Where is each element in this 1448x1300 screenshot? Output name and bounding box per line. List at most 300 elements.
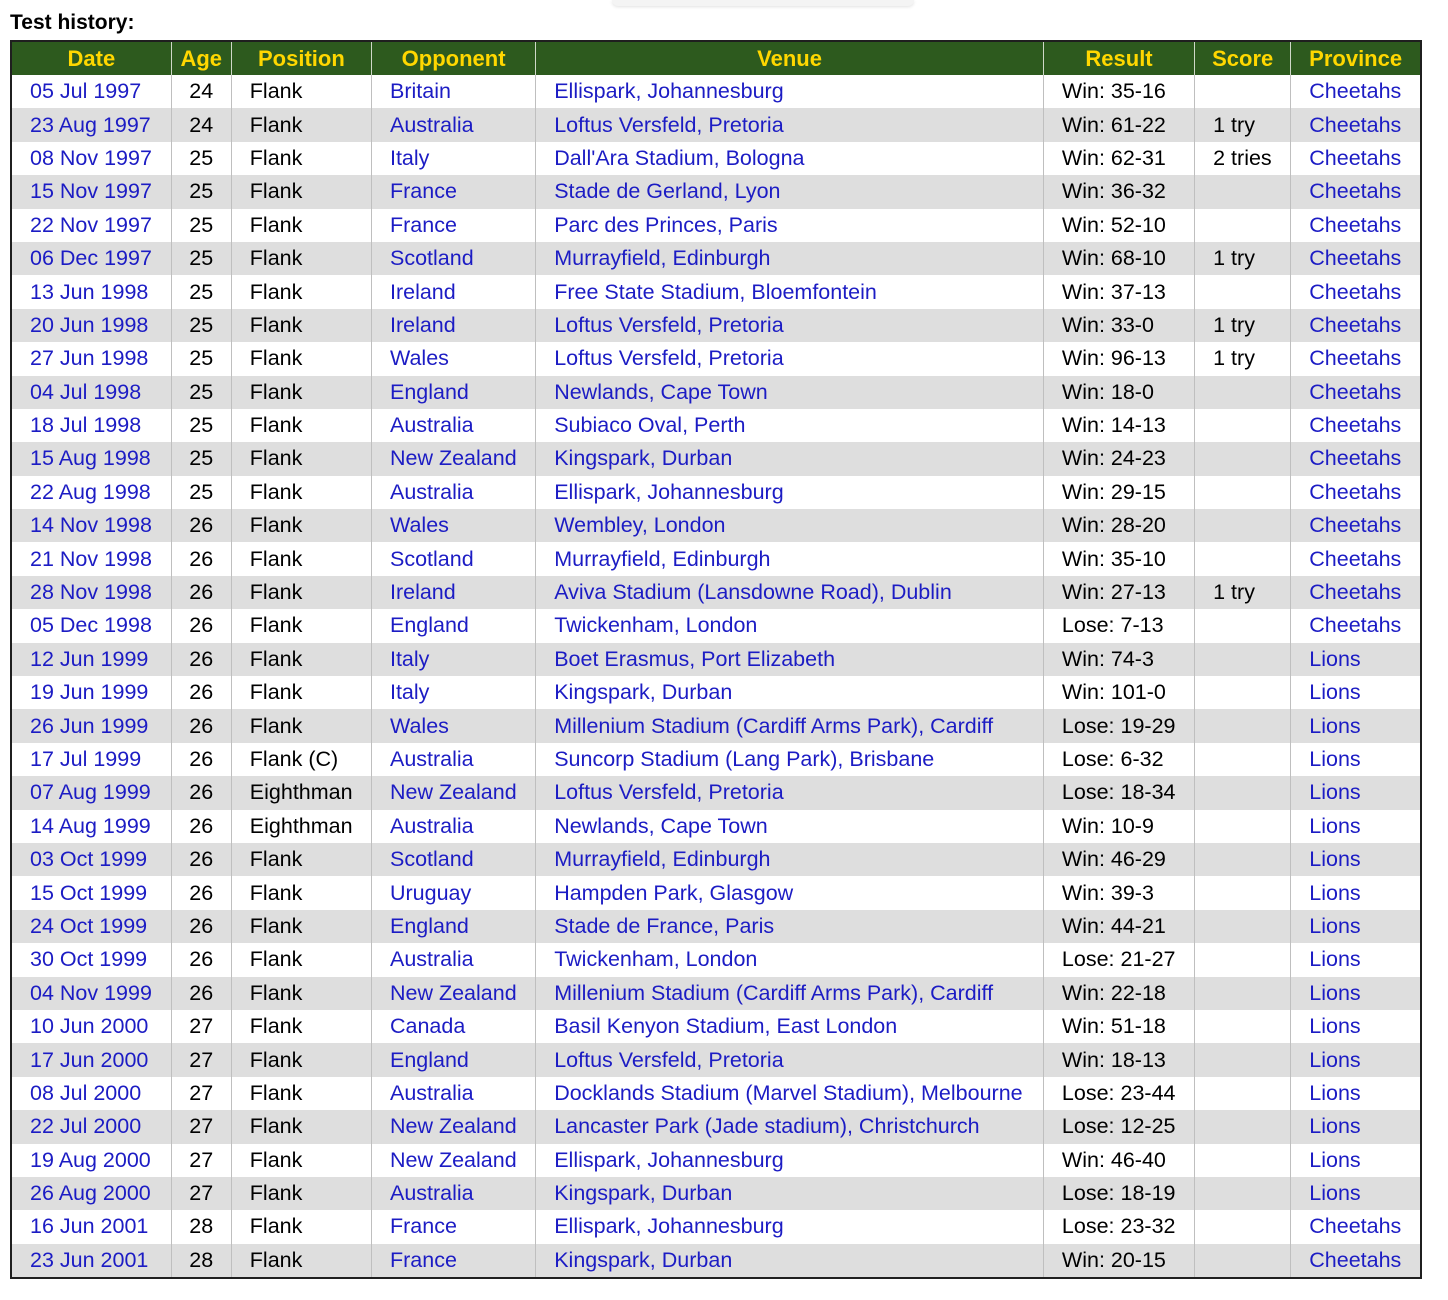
province-link[interactable]: Lions <box>1309 813 1361 838</box>
opponent-link[interactable]: New Zealand <box>371 977 535 1010</box>
province-link[interactable]: Lions <box>1291 1043 1421 1076</box>
province-link[interactable]: Cheetahs <box>1291 242 1421 275</box>
date-link[interactable]: 05 Dec 1998 <box>11 609 171 642</box>
venue-link[interactable]: Boet Erasmus, Port Elizabeth <box>536 643 1044 676</box>
table-row <box>11 376 1421 409</box>
table-row <box>11 1110 1421 1143</box>
table-row <box>11 1144 1421 1177</box>
table-row <box>11 776 1421 809</box>
venue-link[interactable]: Kingspark, Durban <box>536 676 1044 709</box>
position-cell: Flank <box>231 275 371 308</box>
age-cell: 25 <box>171 342 231 375</box>
score-cell <box>1195 977 1291 1010</box>
age-cell: 26 <box>171 977 231 1010</box>
date-link[interactable]: 20 Jun 1998 <box>11 309 171 342</box>
opponent-link[interactable]: Wales <box>371 342 535 375</box>
date-link[interactable]: 14 Nov 1998 <box>11 509 171 542</box>
age-cell: 27 <box>171 1010 231 1043</box>
score-cell <box>1195 1043 1291 1076</box>
result-cell: Win: 46-40 <box>1043 1144 1194 1177</box>
opponent-link[interactable]: Wales <box>371 509 535 542</box>
result-cell: Win: 14-13 <box>1043 409 1194 442</box>
score-cell <box>1195 376 1291 409</box>
position-cell: Flank <box>231 342 371 375</box>
age-cell: 27 <box>171 1177 231 1210</box>
opponent-link[interactable]: Australia <box>371 743 535 776</box>
result-cell: Win: 61-22 <box>1043 108 1194 141</box>
age-cell: 26 <box>171 876 231 909</box>
age-cell: 27 <box>171 1077 231 1110</box>
date-link[interactable]: 06 Dec 1997 <box>11 242 171 275</box>
venue-link[interactable]: Twickenham, London <box>536 943 1044 976</box>
province-link[interactable]: Lions <box>1291 776 1421 809</box>
position-cell: Eighthman <box>231 776 371 809</box>
date-link[interactable]: 05 Jul 1997 <box>11 75 171 108</box>
score-cell <box>1195 175 1291 208</box>
province-link[interactable]: Cheetahs <box>1309 546 1402 571</box>
date-link[interactable]: 19 Jun 1999 <box>11 676 171 709</box>
position-cell: Flank <box>231 142 371 175</box>
age-cell: 26 <box>171 709 231 742</box>
age-cell: 26 <box>171 843 231 876</box>
position-cell: Flank <box>231 1010 371 1043</box>
date-link[interactable]: 14 Aug 1999 <box>11 810 171 843</box>
header-result[interactable]: Result <box>1043 41 1194 75</box>
venue-link[interactable]: Wembley, London <box>536 509 1044 542</box>
position-cell: Flank <box>231 476 371 509</box>
position-cell: Flank <box>231 1210 371 1243</box>
header-position[interactable]: Position <box>231 41 371 75</box>
age-cell: 24 <box>171 108 231 141</box>
opponent-link[interactable]: Italy <box>371 643 535 676</box>
position-cell: Flank <box>231 209 371 242</box>
opponent-link[interactable]: England <box>371 1043 535 1076</box>
table-row <box>11 442 1421 475</box>
header-row <box>11 41 1421 75</box>
result-cell: Win: 68-10 <box>1043 242 1194 275</box>
venue-link[interactable]: Ellispark, Johannesburg <box>536 75 1044 108</box>
province-link[interactable]: Lions <box>1309 1014 1361 1039</box>
province-link[interactable]: Cheetahs <box>1309 145 1402 170</box>
province-link[interactable]: Lions <box>1291 1110 1421 1143</box>
venue-link[interactable]: Parc des Princes, Paris <box>536 209 1044 242</box>
result-cell: Lose: 23-32 <box>1043 1210 1194 1243</box>
position-cell: Flank <box>231 108 371 141</box>
venue-link[interactable]: Free State Stadium, Bloemfontein <box>536 275 1044 308</box>
table-row <box>11 910 1421 943</box>
score-cell <box>1195 542 1291 575</box>
venue-link[interactable]: Ellispark, Johannesburg <box>536 1144 1044 1177</box>
position-cell: Flank <box>231 876 371 909</box>
score-cell: 1 try <box>1195 576 1291 609</box>
age-cell: 25 <box>171 476 231 509</box>
score-cell: 2 tries <box>1195 142 1291 175</box>
date-link[interactable]: 26 Aug 2000 <box>11 1177 171 1210</box>
province-link[interactable]: Cheetahs <box>1309 279 1402 304</box>
venue-link[interactable]: Lancaster Park (Jade stadium), Christchurch <box>536 1110 1044 1143</box>
score-cell <box>1195 1110 1291 1143</box>
venue-link[interactable]: Millenium Stadium (Cardiff Arms Park), Cardiff <box>536 709 1044 742</box>
province-link[interactable]: Cheetahs <box>1309 346 1402 371</box>
table-row <box>11 108 1421 141</box>
score-cell <box>1195 509 1291 542</box>
date-link[interactable]: 27 Jun 1998 <box>11 342 171 375</box>
score-cell <box>1195 442 1291 475</box>
opponent-link[interactable]: Britain <box>371 75 535 108</box>
province-link[interactable]: Cheetahs <box>1291 309 1421 342</box>
result-cell: Win: 33-0 <box>1043 309 1194 342</box>
date-link[interactable]: 17 Jul 1999 <box>11 743 171 776</box>
province-link[interactable]: Lions <box>1291 643 1421 676</box>
score-cell <box>1195 1244 1291 1278</box>
province-link[interactable]: Lions <box>1309 880 1361 905</box>
date-link[interactable]: 04 Nov 1999 <box>11 977 171 1010</box>
date-link[interactable]: 15 Aug 1998 <box>11 442 171 475</box>
age-cell: 26 <box>171 643 231 676</box>
venue-link[interactable]: Twickenham, London <box>536 609 1044 642</box>
table-row <box>11 342 1421 375</box>
opponent-link[interactable]: Italy <box>371 676 535 709</box>
position-cell: Flank <box>231 1077 371 1110</box>
province-link[interactable]: Lions <box>1291 977 1421 1010</box>
test-history-table <box>10 40 1422 1279</box>
result-cell: Lose: 12-25 <box>1043 1110 1194 1143</box>
score-cell <box>1195 275 1291 308</box>
venue-link[interactable]: Aviva Stadium (Lansdowne Road), Dublin <box>536 576 1044 609</box>
venue-link[interactable]: Suncorp Stadium (Lang Park), Brisbane <box>536 743 1044 776</box>
position-cell: Flank <box>231 442 371 475</box>
venue-link[interactable]: Kingspark, Durban <box>536 1177 1044 1210</box>
opponent-link[interactable]: France <box>371 1244 535 1278</box>
score-cell <box>1195 643 1291 676</box>
score-cell <box>1195 75 1291 108</box>
opponent-link[interactable]: Australia <box>371 108 535 141</box>
venue-link[interactable]: Murrayfield, Edinburgh <box>536 542 1044 575</box>
date-link[interactable]: 12 Jun 1999 <box>11 643 171 676</box>
province-link[interactable]: Cheetahs <box>1291 576 1421 609</box>
venue-link[interactable]: Subiaco Oval, Perth <box>536 409 1044 442</box>
date-link[interactable]: 10 Jun 2000 <box>11 1010 171 1043</box>
position-cell: Flank <box>231 709 371 742</box>
result-cell: Lose: 6-32 <box>1043 743 1194 776</box>
venue-link[interactable]: Loftus Versfeld, Pretoria <box>536 1043 1044 1076</box>
age-cell: 25 <box>171 275 231 308</box>
province-link[interactable]: Cheetahs <box>1291 1244 1421 1278</box>
score-cell <box>1195 209 1291 242</box>
table-row <box>11 1210 1421 1243</box>
province-link[interactable]: Lions <box>1309 1080 1361 1105</box>
position-cell: Flank <box>231 309 371 342</box>
opponent-link[interactable]: Italy <box>371 142 535 175</box>
opponent-link[interactable]: Ireland <box>371 576 535 609</box>
table-row <box>11 509 1421 542</box>
position-cell: Flank <box>231 977 371 1010</box>
date-link[interactable]: 26 Jun 1999 <box>11 709 171 742</box>
venue-link[interactable]: Basil Kenyon Stadium, East London <box>536 1010 1044 1043</box>
date-link[interactable]: 15 Oct 1999 <box>11 876 171 909</box>
province-link[interactable]: Cheetahs <box>1291 175 1421 208</box>
province-link[interactable]: Cheetahs <box>1291 509 1421 542</box>
date-link[interactable]: 30 Oct 1999 <box>11 943 171 976</box>
age-cell: 26 <box>171 743 231 776</box>
age-cell: 26 <box>171 542 231 575</box>
opponent-link[interactable]: Scotland <box>371 542 535 575</box>
date-link[interactable]: 22 Jul 2000 <box>11 1110 171 1143</box>
table-row <box>11 1177 1421 1210</box>
position-cell: Eighthman <box>231 810 371 843</box>
date-link[interactable]: 18 Jul 1998 <box>11 409 171 442</box>
date-link[interactable]: 04 Jul 1998 <box>11 376 171 409</box>
table-row <box>11 1043 1421 1076</box>
province-link[interactable]: Lions <box>1309 680 1361 705</box>
date-link[interactable]: 24 Oct 1999 <box>11 910 171 943</box>
score-cell <box>1195 1210 1291 1243</box>
age-cell: 26 <box>171 609 231 642</box>
date-link[interactable]: 28 Nov 1998 <box>11 576 171 609</box>
header-province[interactable]: Province <box>1291 41 1421 75</box>
position-cell: Flank <box>231 676 371 709</box>
score-cell: 1 try <box>1195 242 1291 275</box>
score-cell <box>1195 1144 1291 1177</box>
province-link[interactable]: Cheetahs <box>1291 108 1421 141</box>
table-row <box>11 542 1421 575</box>
age-cell: 25 <box>171 376 231 409</box>
province-link[interactable]: Lions <box>1309 947 1361 972</box>
opponent-link[interactable]: England <box>371 609 535 642</box>
province-link[interactable]: Lions <box>1309 747 1361 771</box>
venue-link[interactable]: Ellispark, Johannesburg <box>536 1210 1044 1243</box>
table-row <box>11 242 1421 275</box>
result-cell: Win: 27-13 <box>1043 576 1194 609</box>
result-cell: Lose: 19-29 <box>1043 709 1194 742</box>
score-cell: 1 try <box>1195 108 1291 141</box>
province-link[interactable]: Cheetahs <box>1309 413 1402 438</box>
date-link[interactable]: 22 Aug 1998 <box>11 476 171 509</box>
opponent-link[interactable]: Australia <box>371 409 535 442</box>
date-link[interactable]: 08 Jul 2000 <box>11 1077 171 1110</box>
table-row <box>11 876 1421 909</box>
venue-link[interactable]: Murrayfield, Edinburgh <box>536 242 1044 275</box>
score-cell <box>1195 743 1291 776</box>
province-link[interactable]: Lions <box>1309 1147 1361 1172</box>
province-link[interactable]: Lions <box>1291 910 1421 943</box>
opponent-link[interactable]: Australia <box>371 476 535 509</box>
table-row <box>11 843 1421 876</box>
score-cell <box>1195 843 1291 876</box>
score-cell <box>1195 1177 1291 1210</box>
date-link[interactable]: 07 Aug 1999 <box>11 776 171 809</box>
score-cell <box>1195 910 1291 943</box>
result-cell: Win: 39-3 <box>1043 876 1194 909</box>
position-cell: Flank <box>231 75 371 108</box>
position-cell: Flank <box>231 943 371 976</box>
opponent-link[interactable]: Scotland <box>371 843 535 876</box>
table-row <box>11 75 1421 108</box>
result-cell: Lose: 21-27 <box>1043 943 1194 976</box>
venue-link[interactable]: Loftus Versfeld, Pretoria <box>536 108 1044 141</box>
province-link[interactable]: Lions <box>1291 1177 1421 1210</box>
result-cell: Win: 18-13 <box>1043 1043 1194 1076</box>
province-link[interactable]: Cheetahs <box>1309 79 1402 104</box>
venue-link[interactable]: Stade de France, Paris <box>536 910 1044 943</box>
table-row <box>11 1244 1421 1278</box>
venue-link[interactable]: Loftus Versfeld, Pretoria <box>536 776 1044 809</box>
date-link[interactable]: 19 Aug 2000 <box>11 1144 171 1177</box>
table-row <box>11 676 1421 709</box>
province-link[interactable]: Lions <box>1291 843 1421 876</box>
venue-link[interactable]: Newlands, Cape Town <box>536 810 1044 843</box>
position-cell: Flank <box>231 609 371 642</box>
age-cell: 25 <box>171 409 231 442</box>
date-link[interactable]: 16 Jun 2001 <box>11 1210 171 1243</box>
header-date[interactable]: Date <box>11 41 171 75</box>
header-age[interactable]: Age <box>171 41 231 75</box>
result-cell: Win: 18-0 <box>1043 376 1194 409</box>
table-row <box>11 609 1421 642</box>
province-link[interactable]: Cheetahs <box>1291 442 1421 475</box>
venue-link[interactable]: Loftus Versfeld, Pretoria <box>536 342 1044 375</box>
score-cell <box>1195 810 1291 843</box>
table-row <box>11 709 1421 742</box>
opponent-link[interactable]: England <box>371 376 535 409</box>
position-cell: Flank <box>231 1144 371 1177</box>
age-cell: 26 <box>171 776 231 809</box>
score-cell <box>1195 409 1291 442</box>
opponent-link[interactable]: Australia <box>371 943 535 976</box>
date-link[interactable]: 17 Jun 2000 <box>11 1043 171 1076</box>
opponent-link[interactable]: New Zealand <box>371 442 535 475</box>
venue-link[interactable]: Kingspark, Durban <box>536 442 1044 475</box>
table-row <box>11 1077 1421 1110</box>
table-row <box>11 476 1421 509</box>
opponent-link[interactable]: Ireland <box>371 275 535 308</box>
opponent-link[interactable]: France <box>371 175 535 208</box>
score-cell: 1 try <box>1195 309 1291 342</box>
result-cell: Win: 28-20 <box>1043 509 1194 542</box>
position-cell: Flank <box>231 509 371 542</box>
opponent-link[interactable]: Canada <box>371 1010 535 1043</box>
venue-link[interactable]: Kingspark, Durban <box>536 1244 1044 1278</box>
result-cell: Win: 10-9 <box>1043 810 1194 843</box>
table-row <box>11 643 1421 676</box>
position-cell: Flank <box>231 576 371 609</box>
venue-link[interactable]: Dall'Ara Stadium, Bologna <box>536 142 1044 175</box>
result-cell: Win: 24-23 <box>1043 442 1194 475</box>
table-row <box>11 309 1421 342</box>
age-cell: 27 <box>171 1144 231 1177</box>
opponent-link[interactable]: Scotland <box>371 242 535 275</box>
age-cell: 25 <box>171 209 231 242</box>
position-cell: Flank <box>231 910 371 943</box>
score-cell <box>1195 943 1291 976</box>
opponent-link[interactable]: Wales <box>371 709 535 742</box>
age-cell: 28 <box>171 1210 231 1243</box>
result-cell: Win: 101-0 <box>1043 676 1194 709</box>
age-cell: 25 <box>171 242 231 275</box>
result-cell: Win: 35-10 <box>1043 542 1194 575</box>
venue-link[interactable]: Hampden Park, Glasgow <box>536 876 1044 909</box>
result-cell: Win: 96-13 <box>1043 342 1194 375</box>
score-cell <box>1195 776 1291 809</box>
result-cell: Lose: 7-13 <box>1043 609 1194 642</box>
header-venue[interactable]: Venue <box>536 41 1044 75</box>
province-link[interactable]: Cheetahs <box>1309 212 1402 237</box>
date-link[interactable]: 13 Jun 1998 <box>11 275 171 308</box>
province-link[interactable]: Lions <box>1291 709 1421 742</box>
header-opponent[interactable]: Opponent <box>371 41 535 75</box>
score-cell <box>1195 676 1291 709</box>
score-cell <box>1195 709 1291 742</box>
opponent-link[interactable]: New Zealand <box>371 1144 535 1177</box>
age-cell: 27 <box>171 1110 231 1143</box>
position-cell: Flank (C) <box>231 743 371 776</box>
result-cell: Win: 36-32 <box>1043 175 1194 208</box>
result-cell: Win: 74-3 <box>1043 643 1194 676</box>
date-link[interactable]: 21 Nov 1998 <box>11 542 171 575</box>
header-score[interactable]: Score <box>1195 41 1291 75</box>
date-link[interactable]: 23 Jun 2001 <box>11 1244 171 1278</box>
venue-link[interactable]: Millenium Stadium (Cardiff Arms Park), Cardiff <box>536 977 1044 1010</box>
date-link[interactable]: 22 Nov 1997 <box>11 209 171 242</box>
venue-link[interactable]: Docklands Stadium (Marvel Stadium), Melbourne <box>536 1077 1044 1110</box>
result-cell: Win: 46-29 <box>1043 843 1194 876</box>
opponent-link[interactable]: Australia <box>371 1177 535 1210</box>
province-link[interactable]: Cheetahs <box>1309 479 1402 504</box>
venue-link[interactable]: Ellispark, Johannesburg <box>536 476 1044 509</box>
position-cell: Flank <box>231 409 371 442</box>
date-link[interactable]: 23 Aug 1997 <box>11 108 171 141</box>
date-link[interactable]: 08 Nov 1997 <box>11 142 171 175</box>
opponent-link[interactable]: France <box>371 209 535 242</box>
opponent-link[interactable]: New Zealand <box>371 1110 535 1143</box>
venue-link[interactable]: Newlands, Cape Town <box>536 376 1044 409</box>
venue-link[interactable]: Stade de Gerland, Lyon <box>536 175 1044 208</box>
opponent-link[interactable]: England <box>371 910 535 943</box>
table-row <box>11 409 1421 442</box>
table-row <box>11 810 1421 843</box>
score-cell <box>1195 1077 1291 1110</box>
age-cell: 26 <box>171 910 231 943</box>
table-row <box>11 743 1421 776</box>
age-cell: 24 <box>171 75 231 108</box>
table-row <box>11 576 1421 609</box>
age-cell: 28 <box>171 1244 231 1278</box>
result-cell: Win: 51-18 <box>1043 1010 1194 1043</box>
result-cell: Win: 22-18 <box>1043 977 1194 1010</box>
position-cell: Flank <box>231 1177 371 1210</box>
age-cell: 26 <box>171 509 231 542</box>
score-cell: 1 try <box>1195 342 1291 375</box>
opponent-link[interactable]: Ireland <box>371 309 535 342</box>
opponent-link[interactable]: Australia <box>371 810 535 843</box>
province-link[interactable]: Cheetahs <box>1309 613 1402 638</box>
venue-link[interactable]: Loftus Versfeld, Pretoria <box>536 309 1044 342</box>
opponent-link[interactable]: New Zealand <box>371 776 535 809</box>
opponent-link[interactable]: France <box>371 1210 535 1243</box>
date-link[interactable]: 03 Oct 1999 <box>11 843 171 876</box>
position-cell: Flank <box>231 1043 371 1076</box>
opponent-link[interactable]: Uruguay <box>371 876 535 909</box>
table-row <box>11 142 1421 175</box>
opponent-link[interactable]: Australia <box>371 1077 535 1110</box>
result-cell: Win: 44-21 <box>1043 910 1194 943</box>
date-link[interactable]: 15 Nov 1997 <box>11 175 171 208</box>
province-link[interactable]: Cheetahs <box>1291 376 1421 409</box>
venue-link[interactable]: Murrayfield, Edinburgh <box>536 843 1044 876</box>
province-link[interactable]: Cheetahs <box>1309 1214 1402 1239</box>
age-cell: 25 <box>171 442 231 475</box>
result-cell: Win: 52-10 <box>1043 209 1194 242</box>
